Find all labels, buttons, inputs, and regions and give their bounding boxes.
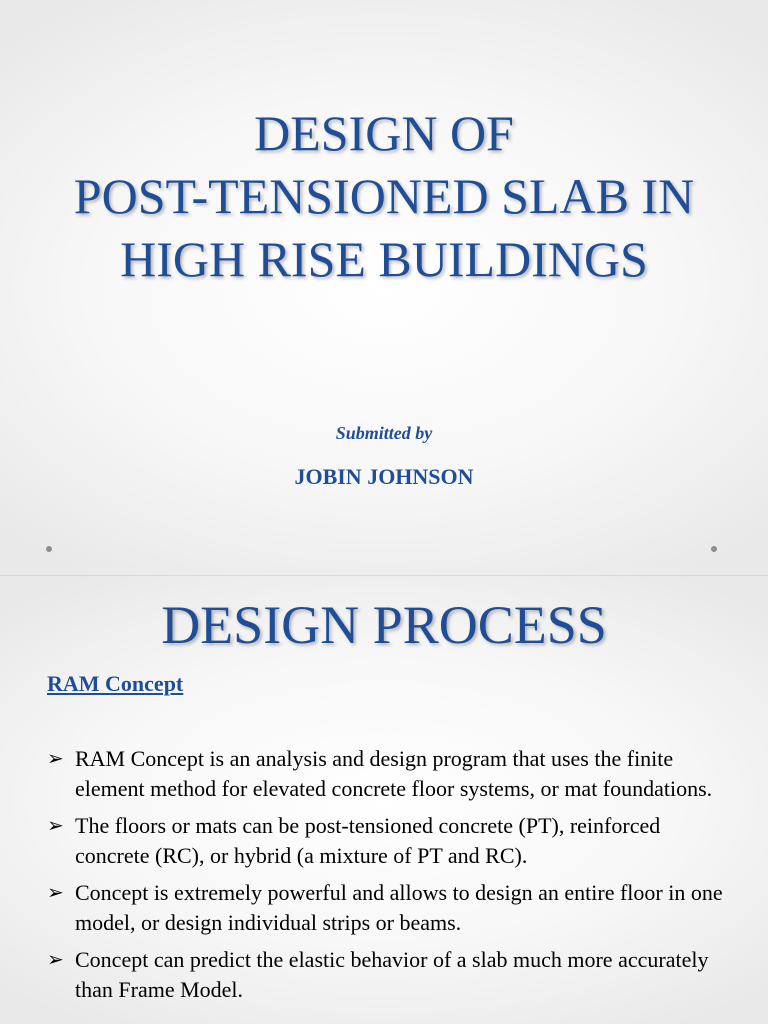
submitted-by-label: Submitted by (335, 423, 433, 443)
arrowhead-bullet-icon: ➢ (47, 882, 64, 904)
arrowhead-bullet-icon: ➢ (47, 949, 64, 971)
right-dot-icon (711, 546, 717, 552)
arrowhead-bullet-icon: ➢ (47, 815, 64, 837)
title-line: DESIGN OF (254, 105, 514, 161)
list-item (47, 878, 737, 938)
bullet-text: Concept can predict the elastic behavior of a slab much more accurately than Frame Model. (75, 947, 709, 1002)
bullet-text: Concept is extremely powerful and allows to design an entire floor in one model, or design individual strips or beams. (75, 880, 723, 935)
content-slide (0, 576, 768, 1024)
bullet-list (47, 744, 737, 1012)
arrowhead-bullet-icon: ➢ (47, 748, 64, 770)
list-item (47, 945, 737, 1005)
slide-title (0, 102, 768, 291)
title-line: HIGH RISE BUILDINGS (120, 231, 648, 287)
title-line: POST-TENSIONED SLAB IN (73, 168, 695, 224)
left-dot-icon (46, 546, 52, 552)
author-name: JOBIN JOHNSON (294, 464, 474, 489)
bullet-text: RAM Concept is an analysis and design program that uses the finite element method for elevated concrete floor systems, or mat foundations. (75, 746, 713, 801)
section-subheading: RAM Concept (47, 671, 184, 696)
list-item (47, 744, 737, 804)
bullet-text: The floors or mats can be post-tensioned concrete (PT), reinforced concrete (RC), or hybrid (a mixture of PT and RC). (75, 813, 661, 868)
slide-title: DESIGN PROCESS (161, 595, 607, 655)
list-item (47, 811, 737, 871)
